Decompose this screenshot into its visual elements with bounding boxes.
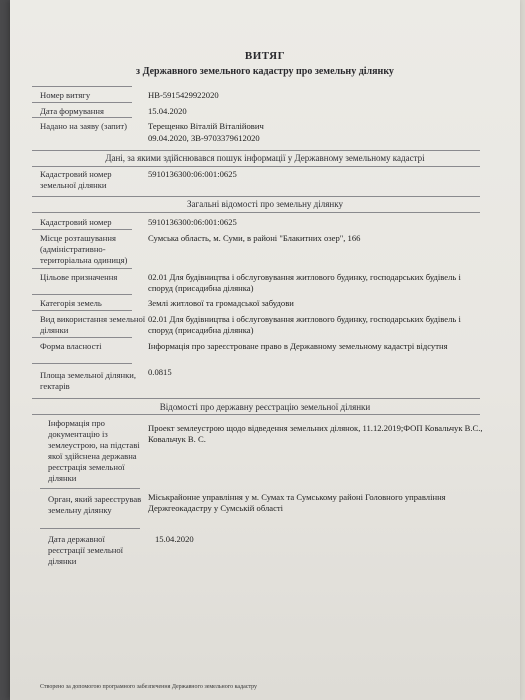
divider	[32, 268, 132, 269]
area-value: 0.0815	[148, 367, 172, 377]
category-value: Землі житлової та громадської забудови	[148, 298, 294, 308]
search-cadastral-value: 5910136300:06:001:0625	[148, 169, 237, 179]
formation-date-value: 15.04.2020	[148, 106, 187, 116]
extract-number-label: Номер витягу	[40, 90, 91, 100]
ownership-label: Форма власності	[40, 341, 102, 351]
documentation-label: Інформація про документацію із землеустрою, на підставі якої здійснена державна реєстрація земельної ділянки	[48, 418, 140, 483]
cadastral-value: 5910136300:06:001:0625	[148, 217, 237, 227]
divider	[32, 196, 480, 197]
purpose-value: 02.01 Для будівництва і обслуговування житлового будинку, господарських будівель і споруд (присадибна ділянка)	[148, 272, 461, 293]
usage-label: Вид використання земельної ділянки	[40, 314, 146, 335]
divider	[32, 166, 480, 167]
usage-value: 02.01 Для будівництва і обслуговування житлового будинку, господарських будівель і споруд (присадибна ділянка)	[148, 314, 461, 335]
extract-number-value: НВ-5915429922020	[148, 90, 219, 100]
area-label: Площа земельної ділянки, гектарів	[40, 370, 136, 391]
document-subtitle: з Державного земельного кадастру про земельну ділянку	[136, 66, 394, 77]
request-name: Терещенко Віталій Віталійович	[148, 121, 264, 131]
location-value: Сумська область, м. Суми, в районі "Блакитних озер", 166	[148, 233, 361, 243]
request-reference: 09.04.2020, ЗВ-9703379612020	[148, 133, 260, 143]
ownership-value: Інформація про зареєстроване право в Державному земельному кадастрі відсутня	[148, 341, 448, 351]
authority-label: Орган, який зареєстрував земельну ділянку	[48, 494, 142, 515]
divider	[40, 488, 140, 489]
formation-date-label: Дата формування	[40, 106, 104, 116]
divider	[32, 117, 132, 118]
divider	[32, 294, 132, 295]
purpose-label: Цільове призначення	[40, 272, 118, 282]
registration-date-label: Дата державної реєстрації земельної ділянки	[48, 534, 124, 566]
document-title: ВИТЯГ	[244, 50, 286, 62]
authority-value: Міськрайонне управління у м. Сумах та Сумському районі Головного управління Держгеокадастру у Сумській області	[148, 492, 446, 513]
divider	[32, 212, 480, 213]
cadastral-label: Кадастровий номер	[40, 217, 112, 227]
document-sheet	[10, 0, 520, 700]
divider	[32, 310, 132, 311]
divider	[40, 528, 140, 529]
divider	[32, 414, 480, 415]
registration-section-heading: Відомості про державну реєстрацію земельної ділянки	[159, 402, 371, 412]
divider	[32, 86, 132, 87]
divider	[32, 229, 132, 230]
search-section-heading: Дані, за якими здійснювався пошук інформації у Державному земельному кадастрі	[105, 153, 425, 163]
divider	[32, 398, 480, 399]
category-label: Категорія земель	[40, 298, 102, 308]
location-label: Місце розташування (адміністративно-територіальна одиниця)	[40, 233, 128, 265]
search-cadastral-label: Кадастровий номер земельної ділянки	[40, 169, 112, 190]
divider	[32, 102, 132, 103]
registration-date-value: 15.04.2020	[155, 534, 194, 544]
general-section-heading: Загальні відомості про земельну ділянку	[187, 199, 343, 209]
documentation-value: Проект землеустрою щодо відведення земельних ділянок, 11.12.2019;ФОП Ковальчук В.С., Ковальчук В. С.	[148, 423, 483, 444]
request-label: Надано на заяву (запит)	[40, 121, 127, 131]
divider	[32, 150, 480, 151]
divider	[32, 363, 132, 364]
divider	[32, 337, 132, 338]
footer-note: Створено за допомогою програмного забезпечення Державного земельного кадастру	[40, 684, 258, 690]
page-edge-shadow	[0, 0, 10, 700]
